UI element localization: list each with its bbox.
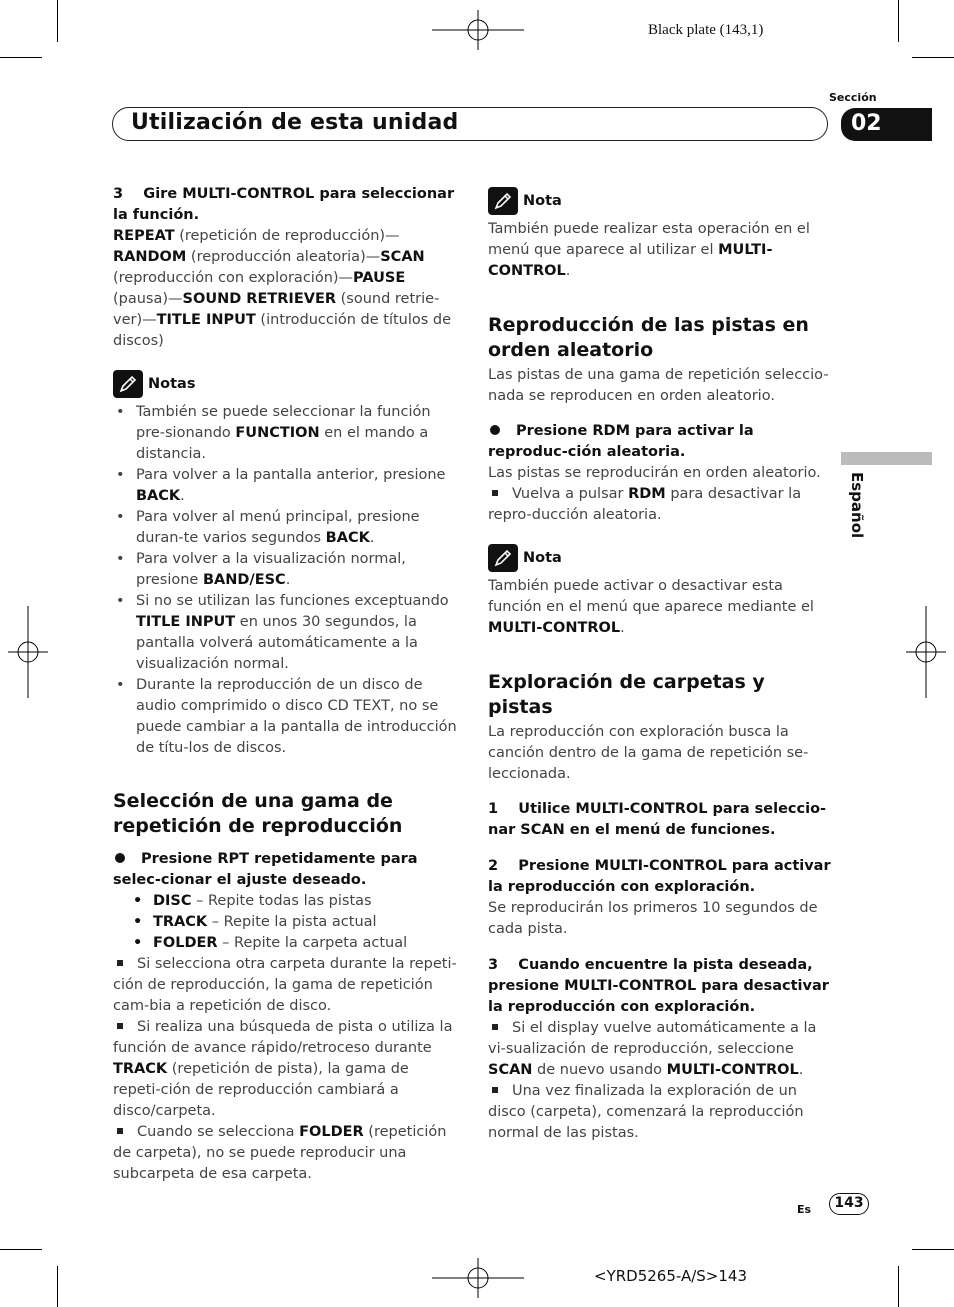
section-number: 02 [851, 111, 882, 136]
square-note: Una vez finalizada la exploración de un disco (carpeta), comenzará la reproducción normal de las pistas. [488, 1083, 804, 1141]
step-result: Las pistas se reproducirán en orden aleatorio. [488, 465, 821, 481]
pencil-icon [113, 370, 143, 398]
section-heading: Reproducción de las pistas en orden aleatorio [488, 314, 809, 361]
registration-mark-icon [432, 1258, 524, 1298]
chapter-title: Utilización de esta unidad [131, 110, 459, 135]
registration-mark-icon [8, 606, 48, 698]
square-note: Si selecciona otra carpeta durante la repeti-ción de reproducción, la gama de repetición cam-bia a repetición de disco. [113, 956, 457, 1014]
step-3: 3 Gire MULTI-CONTROL para seleccionar la función. [113, 186, 455, 223]
registration-mark-icon [432, 10, 524, 50]
scan-step-3: 3 Cuando encuentre la pista deseada, presione MULTI-CONTROL para desactivar la reproducción con exploración. [488, 957, 829, 1015]
list-item: • DISC – Repite todas las pistas [131, 891, 458, 912]
list-item: • FOLDER – Repite la carpeta actual [131, 933, 458, 954]
bullet-icon [115, 853, 125, 863]
crop-mark [0, 57, 42, 58]
note-header [488, 186, 833, 216]
bullet-step: Presione RDM para activar la reproduc-ción aleatoria. [488, 423, 754, 460]
section-heading: Exploración de carpetas y pistas [488, 671, 765, 718]
crop-mark [912, 57, 954, 58]
function-list: REPEAT (repetición de reproducción)—RANDOM (reproducción aleatoria)—SCAN (reproducción con exploración)—PAUSE (pausa)—SOUND RETRIEVER (sound retrie-ver)—TITLE INPUT (introducción de títulos de discos) [113, 228, 452, 349]
step-result: Se reproducirán los primeros 10 segundos de cada pista. [488, 900, 818, 937]
pencil-icon [488, 187, 518, 215]
page-number: 143 [829, 1193, 869, 1215]
chapter-title-bar [112, 107, 828, 141]
note-text: También puede activar o desactivar esta función en el menú que aparece mediante el MULTI-CONTROL. [488, 578, 814, 636]
square-note: Cuando se selecciona FOLDER (repetición de carpeta), no se puede reproducir una subcarpeta de esa carpeta. [113, 1124, 447, 1182]
section-intro: Las pistas de una gama de repetición seleccio-nada se reproducen en orden aleatorio. [488, 367, 829, 404]
notes-label: Notas [148, 375, 196, 392]
square-note: Vuelva a pulsar RDM para desactivar la repro-ducción aleatoria. [488, 486, 802, 523]
plate-label: Black plate (143,1) [648, 22, 764, 38]
note-label: Nota [523, 192, 562, 209]
notes-list [113, 402, 458, 759]
pencil-icon [488, 544, 518, 572]
notes-header [113, 369, 458, 399]
list-item: • Para volver a la visualización normal, presione BAND/ESC. [113, 549, 458, 591]
language-code: Es [797, 1203, 812, 1216]
list-item: • TRACK – Repite la pista actual [131, 912, 458, 933]
note-text: También puede realizar esta operación en el menú que aparece al utilizar el MULTI-CONTROL. [488, 221, 810, 279]
registration-mark-icon [906, 606, 946, 698]
range-list [113, 891, 458, 954]
section-intro: La reproducción con exploración busca la canción dentro de la gama de repetición se-leccionada. [488, 724, 809, 782]
list-item: • También se puede seleccionar la función pre-sionando FUNCTION en el mando a distancia. [113, 402, 458, 465]
document-id: <YRD5265-A/S>143 [594, 1267, 747, 1285]
list-item: • Durante la reproducción de un disco de audio comprimido o disco CD TEXT, no se puede cambiar a la pantalla de introducción de títu-los de discos. [113, 675, 458, 759]
scan-step-1: 1 Utilice MULTI-CONTROL para seleccio-nar SCAN en el menú de funciones. [488, 801, 827, 838]
crop-mark [0, 1249, 42, 1250]
crop-mark [912, 1249, 954, 1250]
scan-step-2: 2 Presione MULTI-CONTROL para activar la reproducción con exploración. [488, 858, 831, 895]
language-label: Español [848, 472, 866, 539]
note-label: Nota [523, 549, 562, 566]
language-tab [841, 452, 932, 465]
list-item: • Si no se utilizan las funciones exceptuando TITLE INPUT en unos 30 segundos, la pantalla volverá automáticamente a la visualización normal. [113, 591, 458, 675]
crop-mark [898, 1266, 899, 1307]
left-column [113, 184, 458, 1185]
note-header [488, 543, 833, 573]
square-note: Si el display vuelve automáticamente a la vi-sualización de reproducción, seleccione SCAN de nuevo usando MULTI-CONTROL. [488, 1020, 817, 1078]
crop-mark [57, 0, 58, 42]
list-item: • Para volver a la pantalla anterior, presione BACK. [113, 465, 458, 507]
bullet-step: Presione RPT repetidamente para selec-cionar el ajuste deseado. [113, 851, 418, 888]
section-label: Sección [829, 91, 877, 104]
crop-mark [57, 1266, 58, 1307]
section-number-tab [841, 108, 932, 141]
section-heading: Selección de una gama de repetición de reproducción [113, 790, 403, 837]
bullet-icon [490, 425, 500, 435]
crop-mark [898, 0, 899, 42]
right-column [488, 186, 833, 1144]
square-note: Si realiza una búsqueda de pista o utiliza la función de avance rápido/retroceso durante TRACK (repetición de pista), la gama de repeti-ción de reproducción cambiará a disco/carpeta. [113, 1019, 453, 1119]
list-item: • Para volver al menú principal, presione duran-te varios segundos BACK. [113, 507, 458, 549]
